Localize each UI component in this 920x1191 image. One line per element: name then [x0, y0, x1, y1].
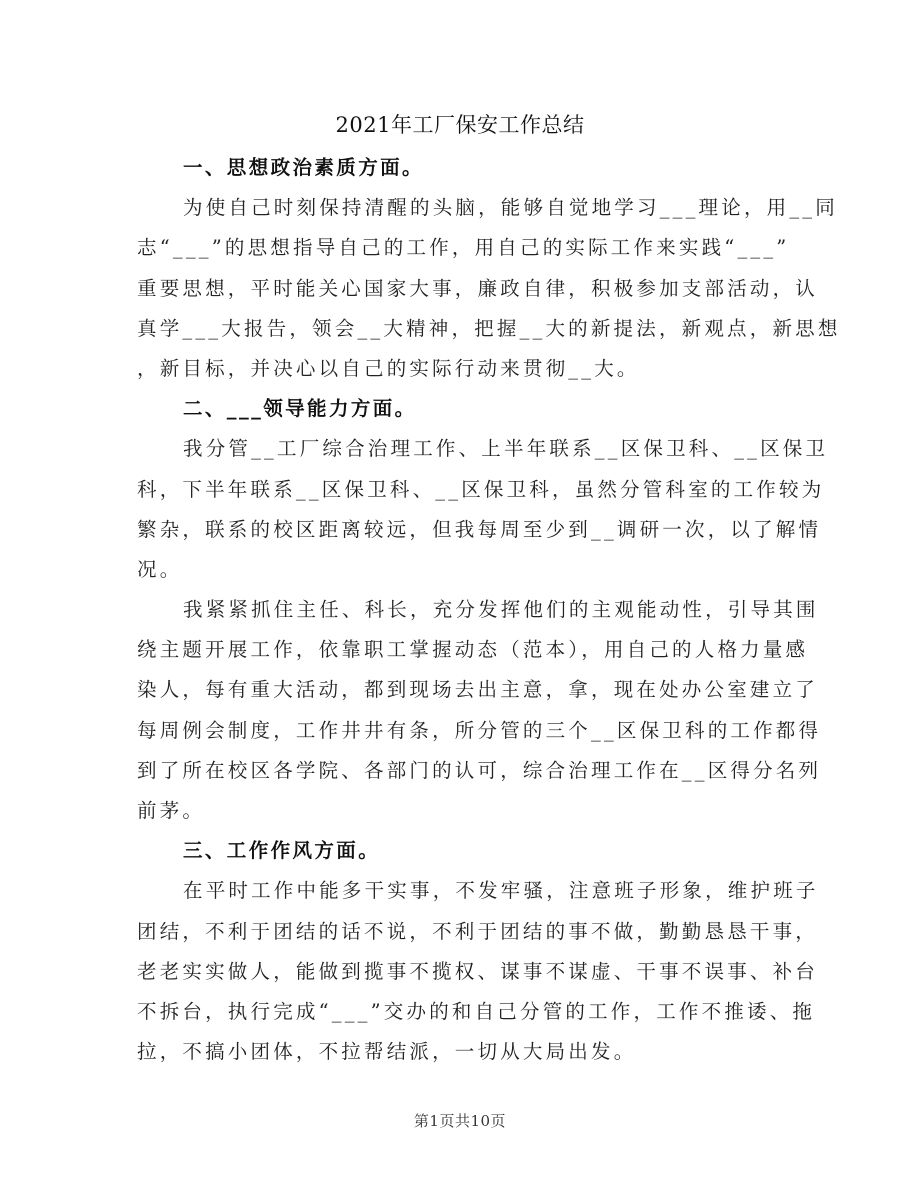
paragraph-line: 志“___”的思想指导自己的工作，用自己的实际工作来实践“___”	[137, 236, 790, 260]
paragraph-line: 真学___大报告，领会__大精神，把握__大的新提法，新观点，新思想	[137, 316, 841, 340]
paragraph-line: 繁杂，联系的校区距离较远，但我每周至少到__调研一次，以了解情	[137, 517, 822, 541]
paragraph-line: 老老实实做人，能做到揽事不揽权、谋事不谋虚、干事不误事、补台	[137, 959, 819, 983]
paragraph-line: 绕主题开展工作，依靠职工掌握动态（范本），用自己的人格力量感	[137, 638, 809, 662]
paragraph-line: 重要思想，平时能关心国家大事，廉政自律，积极参加支部活动，认	[137, 276, 819, 300]
document-body	[137, 148, 841, 1072]
paragraph-line: 在平时工作中能多干实事，不发牢骚，注意班子形象，维护班子	[183, 879, 819, 903]
paragraph-line: 拉，不搞小团体，不拉帮结派，一切从大局出发。	[137, 1040, 637, 1064]
section-heading-2: 二、___领导能力方面。	[183, 397, 417, 421]
paragraph-line: 我分管__工厂综合治理工作、上半年联系__区保卫科、__区保卫	[183, 437, 829, 461]
paragraph-line: ，新目标，并决心以自己的实际行动来贯彻__大。	[137, 356, 640, 380]
document-title: 2021年工厂保安工作总结	[335, 113, 585, 137]
paragraph-line: 染人，每有重大活动，都到现场去出主意，拿，现在处办公室建立了	[137, 678, 819, 702]
page-indicator: 第1页共10页	[413, 1112, 507, 1130]
paragraph-line: 前茅。	[137, 799, 206, 822]
section-heading-3: 三、工作作风方面。	[183, 839, 381, 863]
paragraph-line: 科，下半年联系__区保卫科、__区保卫科，虽然分管科室的工作较为	[137, 477, 825, 501]
paragraph-line: 不拆台，执行完成“___”交办的和自己分管的工作，工作不推诿、拖	[137, 999, 816, 1023]
paragraph-line: 到了所在校区各学院、各部门的认可，综合治理工作在__区得分名列	[137, 758, 822, 782]
paragraph-line: 我紧紧抓住主任、科长，充分发挥他们的主观能动性，引导其围	[183, 598, 819, 622]
paragraph-line: 况。	[137, 557, 183, 581]
section-heading-1: 一、思想政治素质方面。	[183, 156, 424, 179]
paragraph-line: 团结，不利于团结的话不说，不利于团结的事不做，勤勤恳恳干事，	[137, 919, 819, 943]
paragraph-line: 每周例会制度，工作井井有条，所分管的三个__区保卫科的工作都得	[137, 718, 822, 742]
paragraph-line: 为使自己时刻保持清醒的头脑，能够自觉地学习___理论，用__同	[183, 196, 838, 220]
